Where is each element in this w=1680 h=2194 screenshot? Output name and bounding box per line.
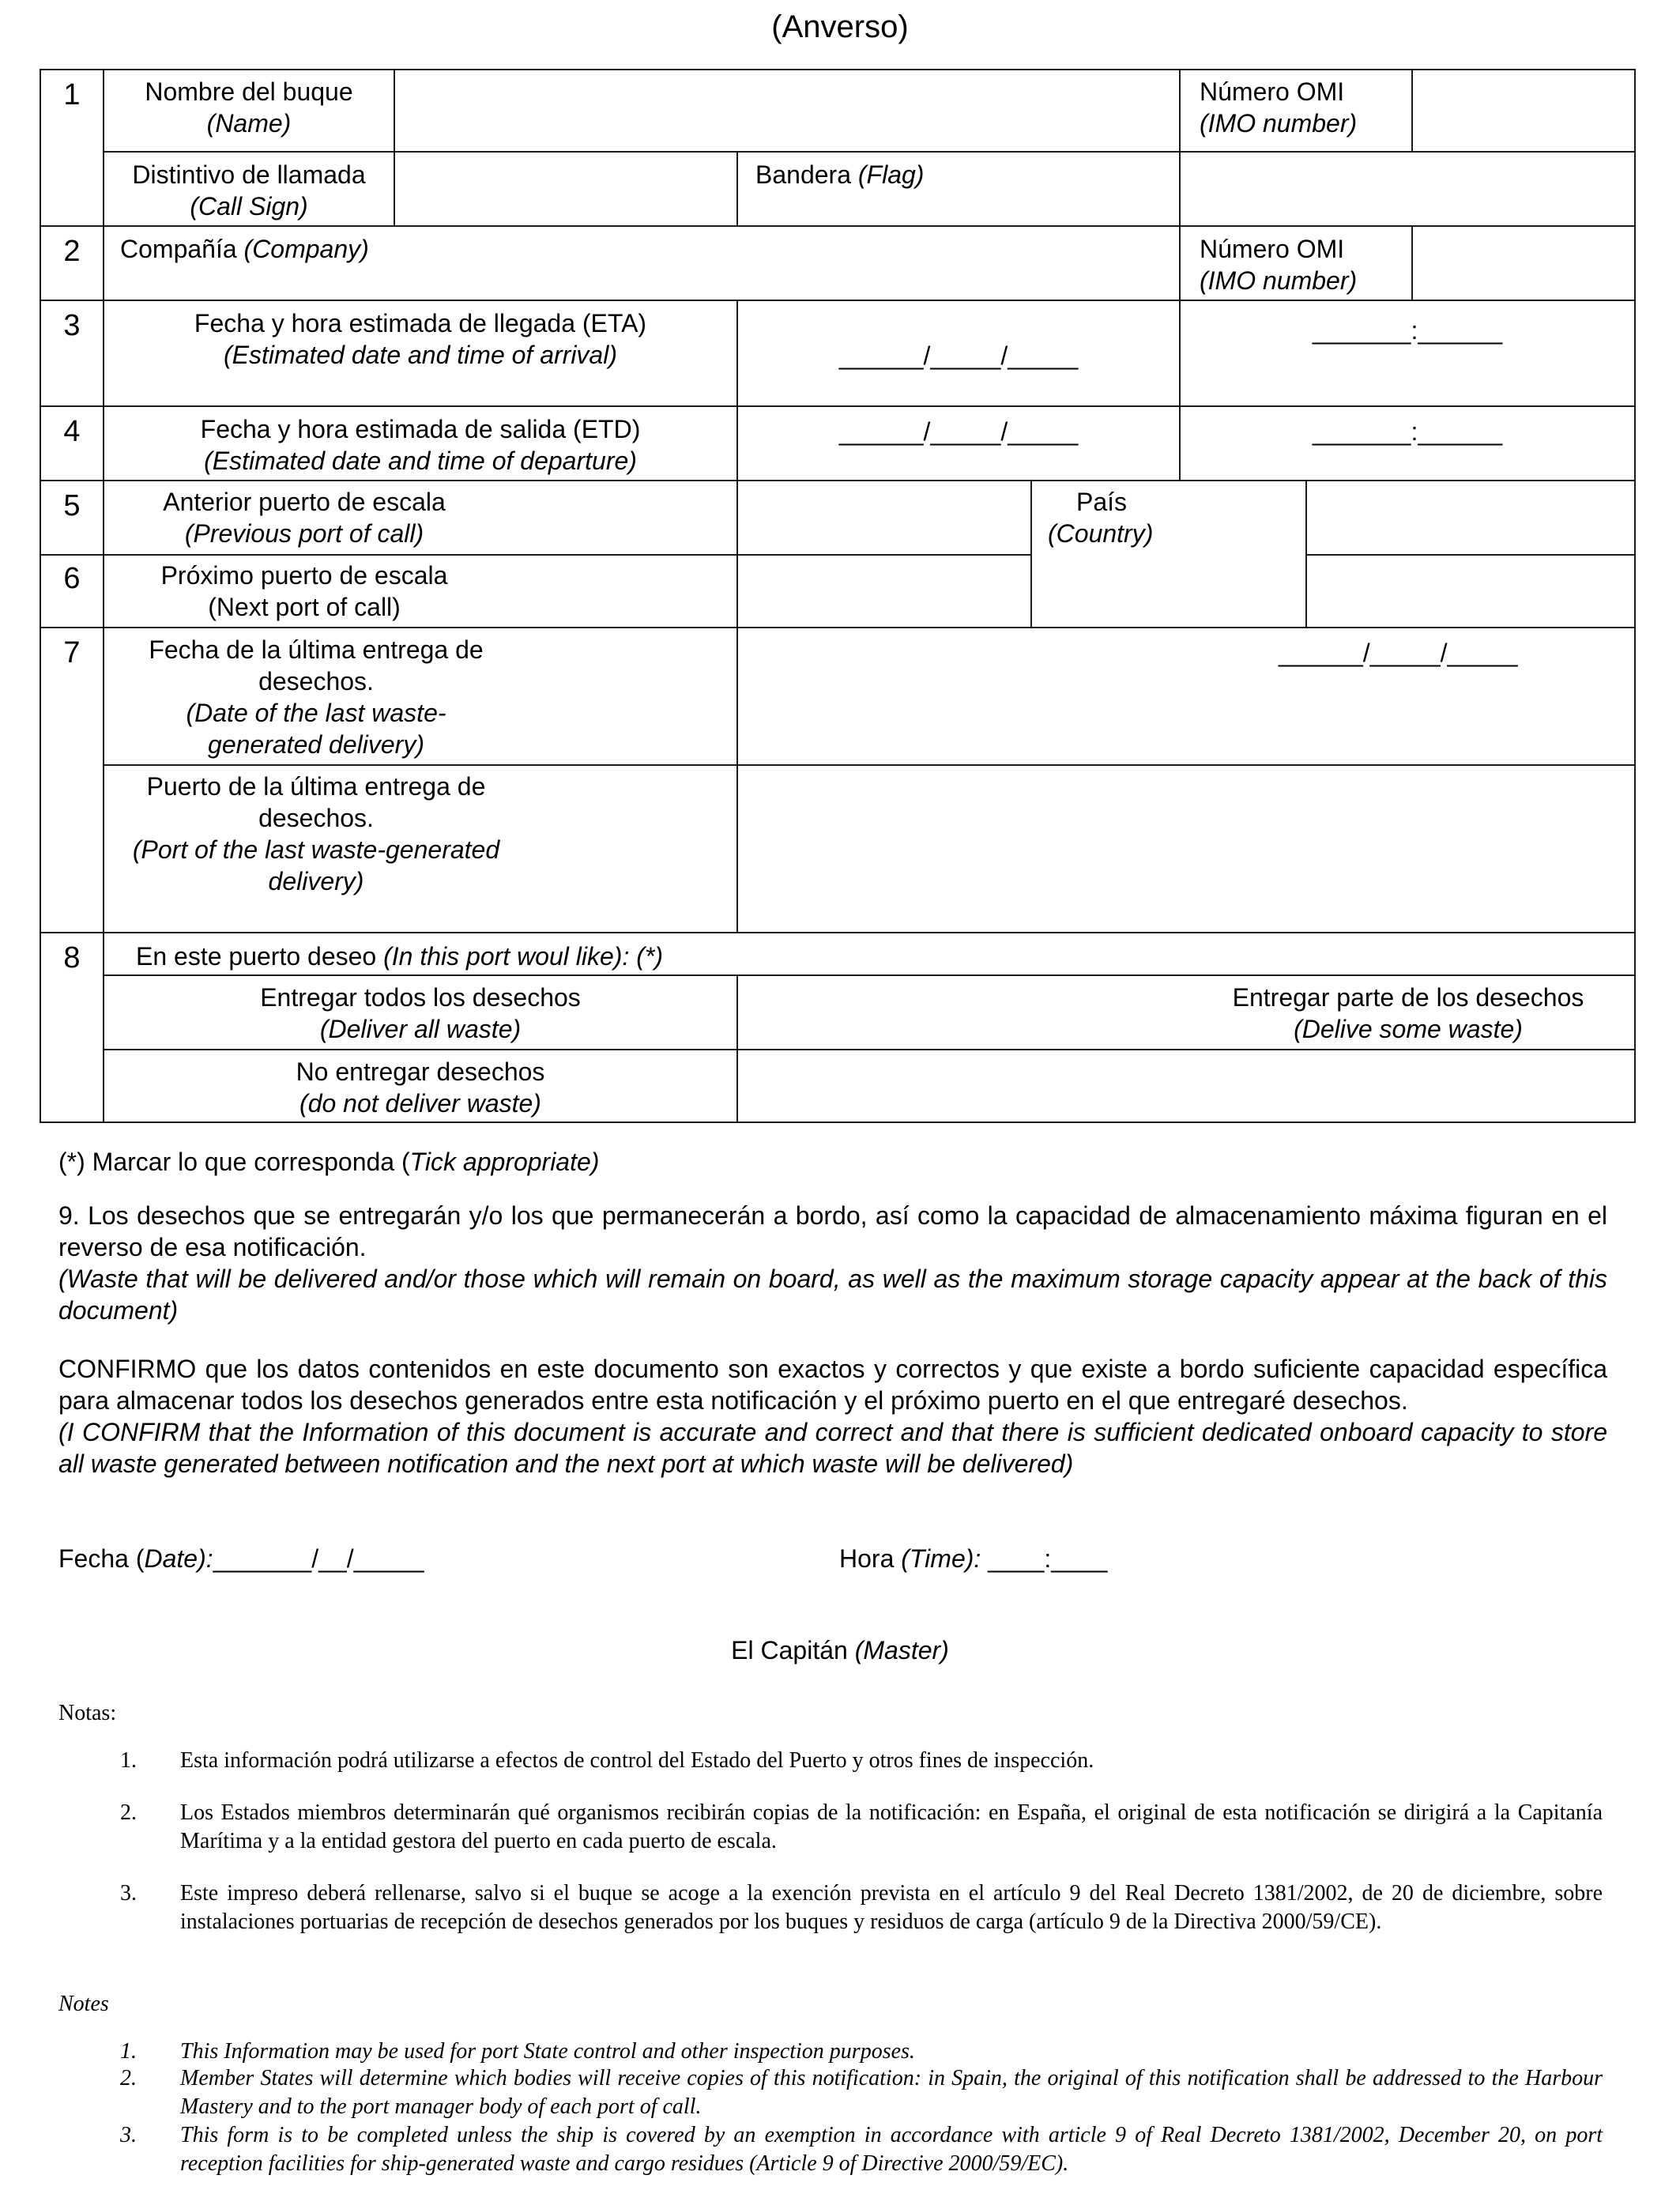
nota-item-text: Este impreso deberá rellenarse, salvo si el buque se acoge a la exención prevista en el artículo 9 del Real Decreto 1381/2002, de 20 de diciembre, sobre instalaciones portuarias de recepción de desechos generados por los buques y residuos de carga (artículo 9 de la Directiva 2000/59/CE). <box>180 1881 1603 1934</box>
deliver-some-label: Entregar parte de los desechos (Delive some waste) <box>1232 983 1584 1043</box>
previous-port-label: Anterior puerto de escala (Previous port of call) <box>163 488 446 548</box>
nota-item-number: 1. <box>120 1748 137 1773</box>
note-item-text: This form is to be completed unless the ship is covered by an exemption in accordance with article 9 of Real Decreto 1381/2002, December 20, on port reception facilities for ship-generated waste and cargo residues (Article 9 of Directive 2000/59/EC). <box>180 2123 1603 2176</box>
eta-label: Fecha y hora estimada de llegada (ETA) (Estimated date and time of arrival) <box>194 309 647 369</box>
next-country-input[interactable] <box>1305 554 1636 628</box>
row-4-number: 4 <box>63 415 81 448</box>
etd-label: Fecha y hora estimada de salida (ETD) (Estimated date and time of departure) <box>200 415 641 475</box>
country-label: País (Country) <box>1048 488 1154 548</box>
last-delivery-date-blank: ______/_____/_____ <box>1279 639 1518 667</box>
imo-label: Número OMI (IMO number) <box>1200 77 1358 138</box>
call-sign-label: Distintivo de llamada (Call Sign) <box>132 160 366 221</box>
nota-item-number: 2. <box>120 1800 137 1825</box>
company-imo-input[interactable] <box>1411 225 1636 301</box>
row-7-number: 7 <box>63 636 81 669</box>
master-signature-label: El Capitán (Master) <box>731 1636 949 1664</box>
flag-label: Bandera (Flag) <box>755 160 925 189</box>
company-label: Compañía (Company) <box>120 235 369 263</box>
nota-item-text: Esta información podrá utilizarse a efectos de control del Estado del Puerto y otros fines de inspección. <box>180 1748 1094 1773</box>
next-port-input[interactable] <box>736 554 1032 628</box>
row-3-number: 3 <box>63 309 81 342</box>
note-item-text: This Information may be used for port State control and other inspection purposes. <box>180 2039 915 2064</box>
tick-appropriate-note: (*) Marcar lo que corresponda (Tick appropriate) <box>58 1148 600 1176</box>
notes-title: Notes <box>58 1992 109 2016</box>
notas-title: Notas: <box>58 1701 117 1725</box>
time-field[interactable]: Hora (Time): ____:____ <box>839 1544 1108 1573</box>
last-delivery-port-label: Puerto de la última entrega de desechos. (Port of the last waste-generated delivery) <box>132 772 500 895</box>
next-port-label: Próximo puerto de escala (Next port of call) <box>160 561 448 621</box>
note-item-number: 1. <box>120 2039 137 2064</box>
eta-date-blank: ______/_____/_____ <box>838 341 1079 370</box>
last-delivery-date-label: Fecha de la última entrega de desechos. (Date of the last waste- generated delivery) <box>149 635 484 759</box>
page-heading: (Anverso) <box>771 9 909 44</box>
row-5-number: 5 <box>63 489 81 522</box>
number-cell-7 <box>40 627 104 933</box>
no-delivery-tick-cell[interactable] <box>736 1049 1636 1123</box>
row-2-number: 2 <box>63 235 81 268</box>
ship-name-label: Nombre del buque (Name) <box>145 77 353 138</box>
previous-port-input[interactable] <box>736 480 1032 556</box>
row-6-number: 6 <box>63 562 81 595</box>
ship-name-input[interactable] <box>394 69 1181 153</box>
note-item-number: 3. <box>120 2123 137 2147</box>
deliver-all-label: Entregar todos los desechos (Deliver all waste) <box>260 983 581 1043</box>
date-field[interactable]: Fecha (Date):_______/__/_____ <box>58 1544 424 1573</box>
etd-date-blank: ______/_____/_____ <box>838 417 1079 446</box>
call-sign-input[interactable] <box>394 151 738 227</box>
company-imo-label: Número OMI (IMO number) <box>1200 235 1358 295</box>
previous-country-input[interactable] <box>1305 480 1636 556</box>
item-9-paragraph: 9. Los desechos que se entregarán y/o los que permanecerán a bordo, así como la capacidad de almacenamiento máxima figuran en el reverso de esa notificación. (Waste that will be delivered and/or those which will remain on board, as well as the maximum storage capacity appear at the back of this document) <box>58 1201 1607 1325</box>
confirmation-paragraph: CONFIRMO que los datos contenidos en este documento son exactos y correctos y que existe a bordo suficiente capacidad específica para almacenar todos los desechos generados entre esta notificación y el próximo puerto en el que entregaré desechos. (I CONFIRM that the Information of this document is accurate and correct and that there is sufficient dedicated onboard capacity to store all waste generated between notification and the next port at which waste will be delivered) <box>58 1355 1607 1478</box>
etd-time-blank: _______:______ <box>1312 417 1503 446</box>
imo-input[interactable] <box>1411 69 1636 153</box>
no-delivery-label: No entregar desechos (do not deliver waste) <box>296 1057 545 1118</box>
eta-time-blank: _______:______ <box>1312 316 1503 345</box>
note-item-number: 2. <box>120 2066 137 2090</box>
nota-item-text: Los Estados miembros determinarán qué organismos recibirán copias de la notificación: en España, el original de esta notificación se dirigirá a la Capitanía Marítima y a la entidad gestora del puerto en cada puerto de escala. <box>180 1800 1603 1853</box>
flag-input[interactable] <box>1179 151 1636 227</box>
last-delivery-port-input[interactable] <box>736 764 1636 933</box>
waste-option-header: En este puerto deseo (In this port woul like): (*) <box>136 942 663 971</box>
nota-item-number: 3. <box>120 1881 137 1906</box>
row-1-number: 1 <box>63 78 81 111</box>
note-item-text: Member States will determine which bodies will receive copies of this notification: in Spain, the original of this notification shall be addressed to the Harbour Mastery and to the port manager body of each port of call. <box>180 2066 1603 2119</box>
row-8-number: 8 <box>63 941 81 974</box>
